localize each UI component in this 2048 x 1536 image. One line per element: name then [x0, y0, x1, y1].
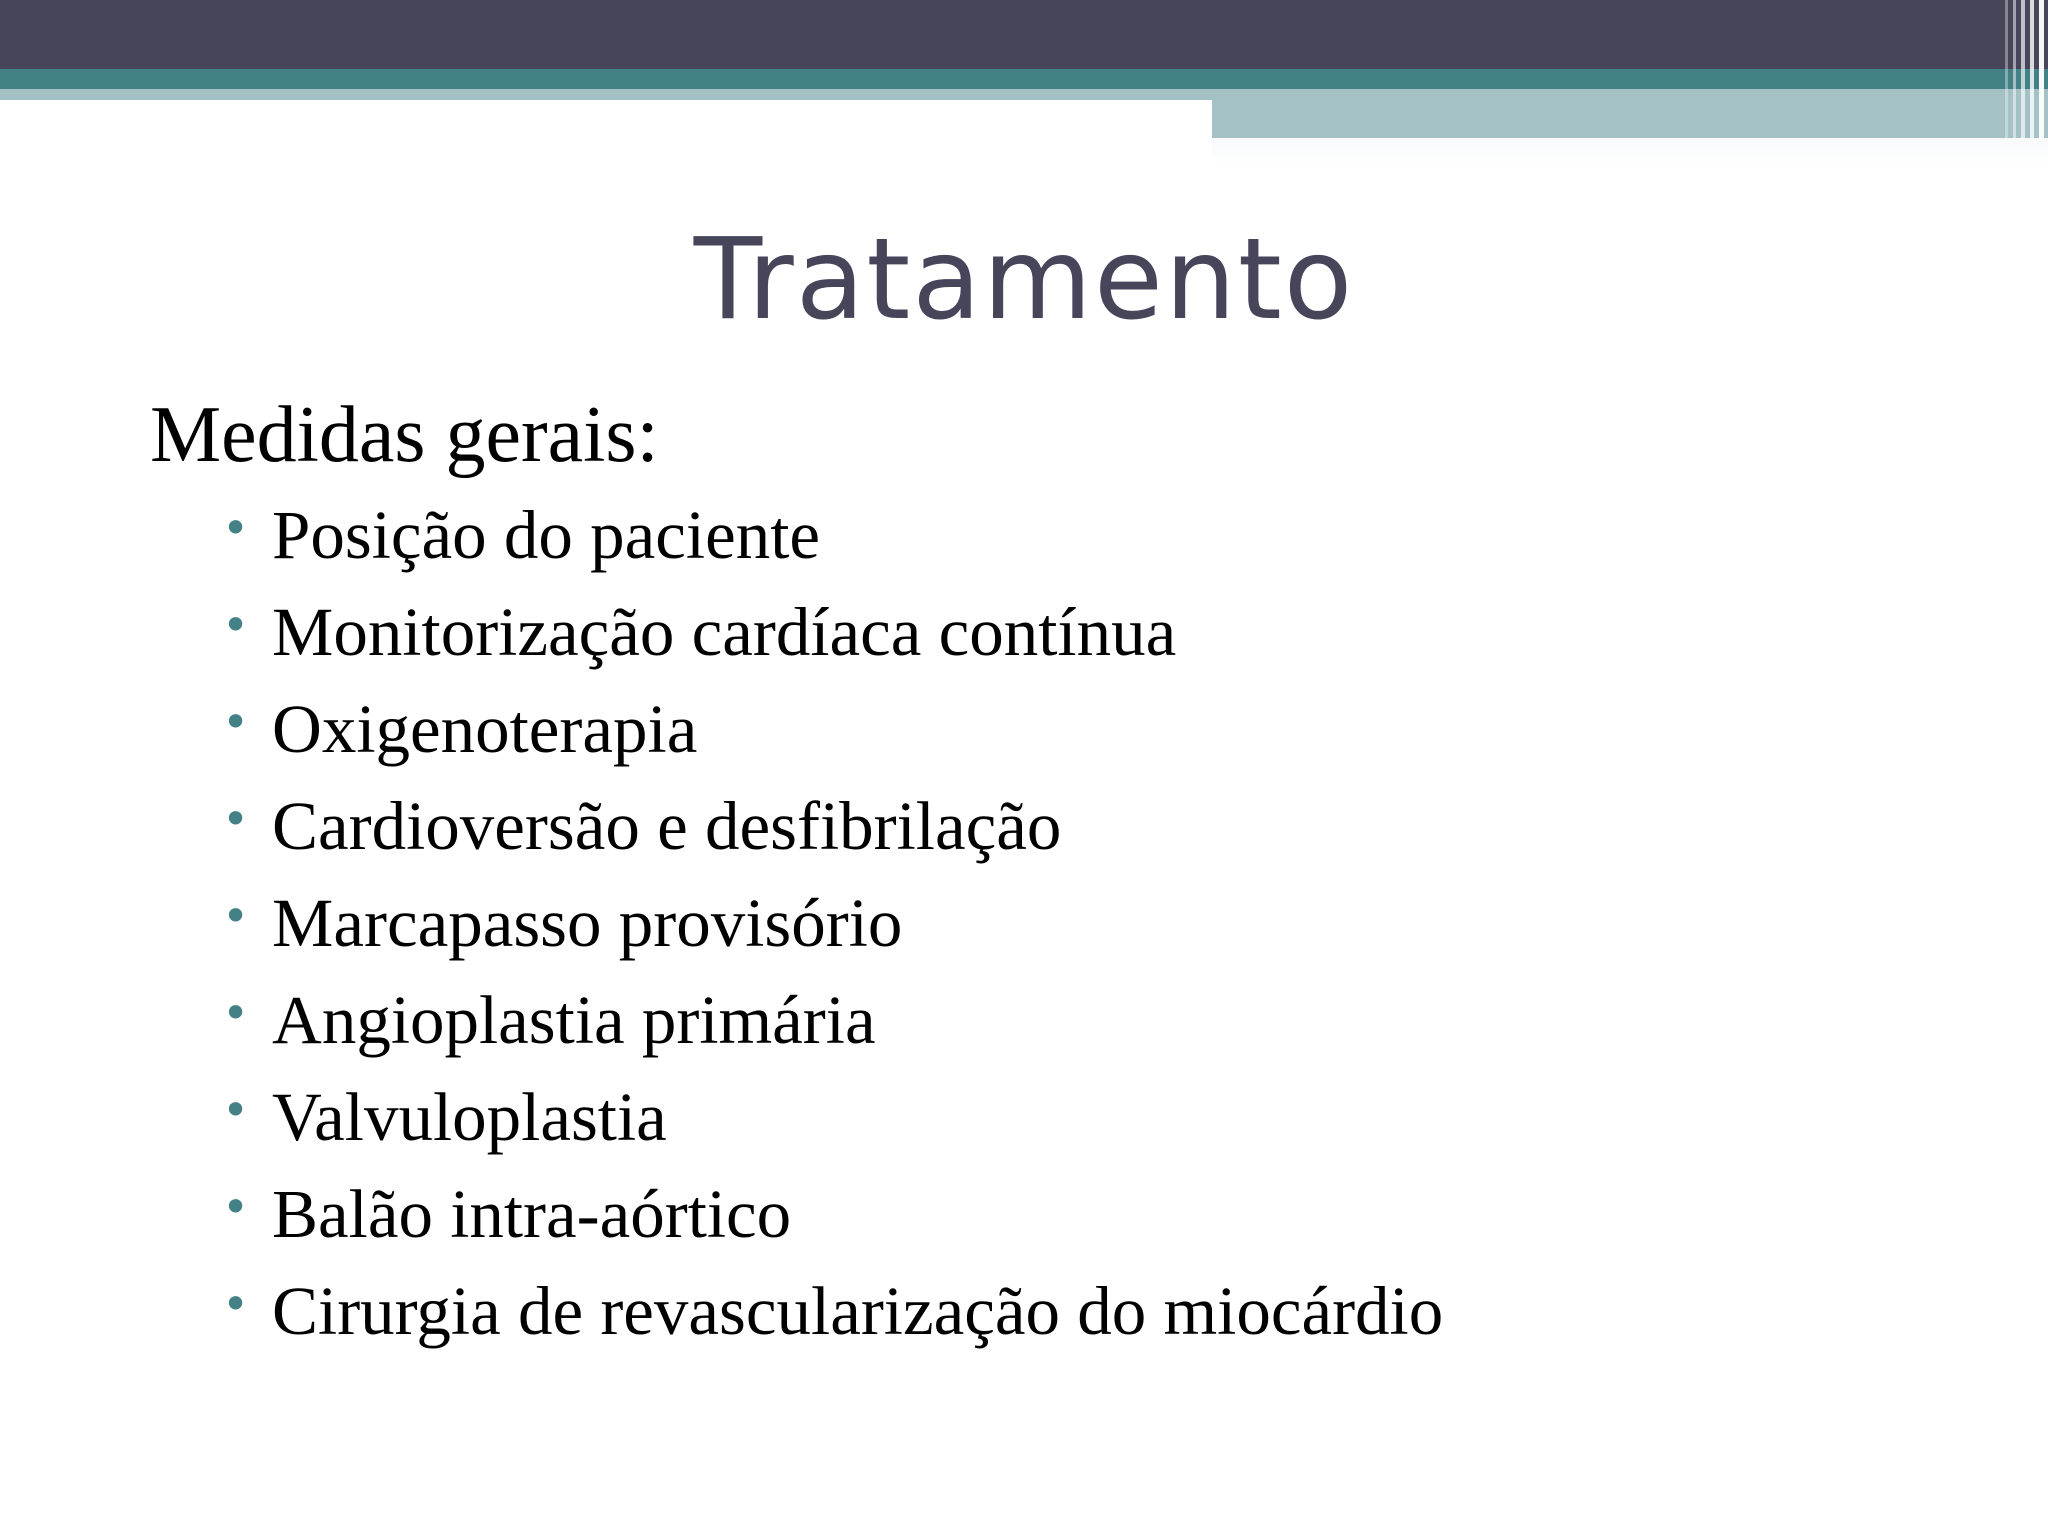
list-item-text: Balão intra-aórtico — [272, 1176, 792, 1252]
bullet-icon: • — [222, 598, 250, 652]
decorative-stripe — [2030, 0, 2034, 140]
list-item-text: Oxigenoterapia — [272, 691, 698, 767]
header-teal-band — [0, 69, 2048, 89]
list-item-text: Cirurgia de revascularização do miocárdio — [272, 1273, 1444, 1349]
list-item-text: Cardioversão e desfibrilação — [272, 788, 1062, 864]
list-item-text: Valvuloplastia — [272, 1079, 667, 1155]
header-dark-band — [0, 0, 2048, 69]
section-heading: Medidas gerais: — [150, 391, 659, 479]
decorative-stripe — [2005, 0, 2008, 140]
bullet-icon: • — [222, 792, 250, 846]
bullet-icon: • — [222, 986, 250, 1040]
decorative-stripe — [2039, 0, 2044, 140]
bullet-icon: • — [222, 695, 250, 749]
bullet-icon: • — [222, 889, 250, 943]
list-item — [218, 1069, 1950, 1166]
decorative-stripe — [2021, 0, 2025, 140]
header-soft-shadow — [1212, 138, 2048, 164]
bullet-icon: • — [222, 1277, 250, 1331]
bullet-icon: • — [222, 1180, 250, 1234]
slide-title: Tratamento — [693, 215, 1355, 345]
decorative-stripes — [1988, 0, 2048, 140]
list-item-text: Angioplastia primária — [272, 982, 876, 1058]
list-item — [218, 778, 1950, 875]
bullet-icon: • — [222, 1083, 250, 1137]
list-item-text: Marcapasso provisório — [272, 885, 903, 961]
list-item — [218, 875, 1950, 972]
list-item — [218, 584, 1950, 681]
list-item — [218, 972, 1950, 1069]
list-item — [218, 1263, 1950, 1360]
header-light-block — [1212, 89, 2048, 138]
decorative-stripe — [2013, 0, 2016, 140]
bullet-list — [150, 487, 1950, 1360]
list-item-text: Monitorização cardíaca contínua — [272, 594, 1177, 670]
slide-content — [150, 385, 1950, 1360]
bullet-icon: • — [222, 501, 250, 555]
list-item — [218, 681, 1950, 778]
list-item — [218, 487, 1950, 584]
list-item — [218, 1166, 1950, 1263]
header-light-line — [0, 89, 1212, 100]
list-item-text: Posição do paciente — [272, 497, 820, 573]
